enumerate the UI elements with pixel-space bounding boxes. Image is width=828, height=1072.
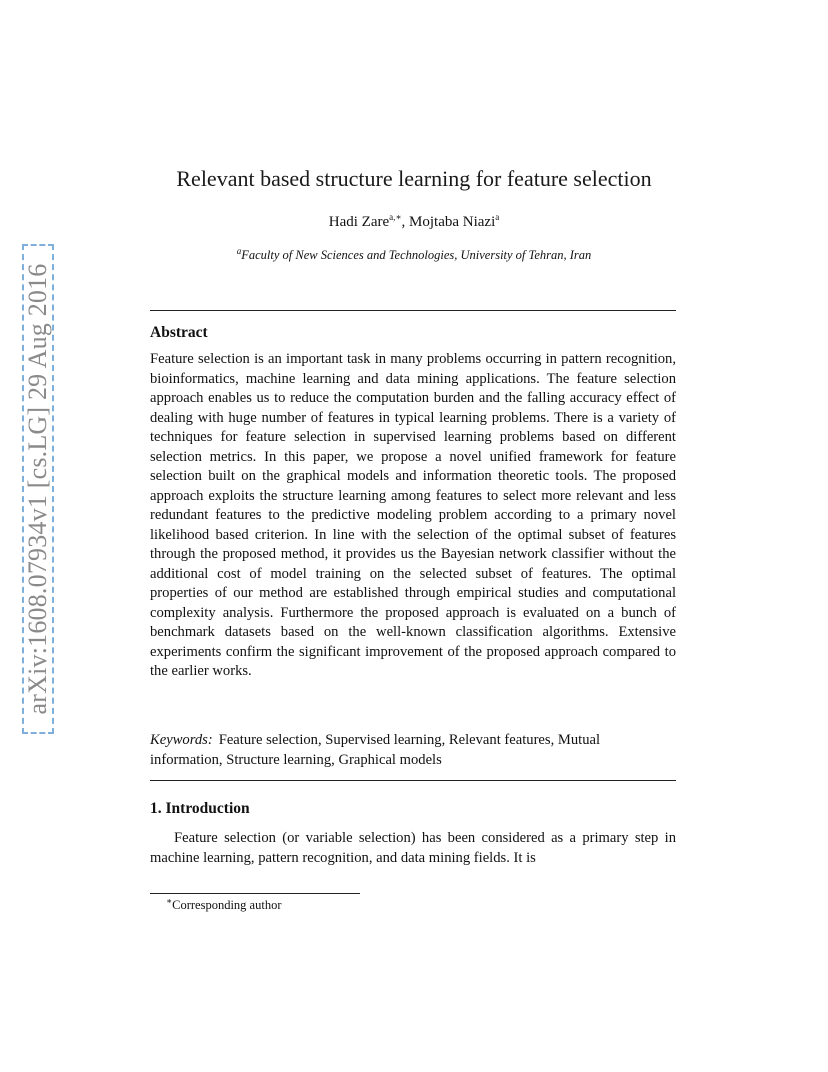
affiliation-text: Faculty of New Sciences and Technologies, University of Tehran, Iran [241,248,592,262]
arxiv-identifier: arXiv:1608.07934v1 [cs.LG] 29 Aug 2016 [23,263,52,715]
keywords [150,731,676,770]
author-marks: a,∗ [389,212,402,222]
footnote-text: Corresponding author [172,898,282,912]
introduction-body: Feature selection (or variable selection) has been considered as a primary step in machine learning, pattern recognition, and data mining fields. It is [150,830,676,866]
abstract-bottom-rule [150,780,676,781]
footnote-mark: ∗ [166,895,173,906]
paper-title: Relevant based structure learning for feature selection [176,166,652,191]
keywords-text: Feature selection, Supervised learning, Relevant features, Mutual information, Structure learning, Graphical models [150,732,601,768]
footnote-rule [150,893,360,894]
author-name: Hadi Zare [328,214,390,230]
footnote [166,895,282,913]
affiliation [0,245,828,263]
abstract-body: Feature selection is an important task in many problems occurring in pattern recognition, bioinformatics, machine learning and data mining applications. The feature selection approach enables us to reduce the computation burden and the falling accuracy effect of dealing with huge number of features in typical learning problems. There is a variety of techniques for feature selection in supervised learning problems based on different selection metrics. In this paper, we propose a novel unified framework for feature selection built on the graphical models and information theoretic tools. The proposed approach exploits the structure learning among features to select more relevant and less redundant features to the predictive modeling problem according to a primary novel likelihood based criterion. In line with the selection of the optimal subset of features through the proposed method, it provides us the Bayesian network classifier without the additional cost of model training on the selected subset of features. The optimal properties of our method are established through empirical studies and computational complexity analysis. Furthermore the proposed approach is evaluated on a bunch of benchmark datasets based on the well-known classification algorithms. Extensive experiments confirm the significant improvement of the proposed approach compared to the earlier works. [150,351,676,679]
affiliation-mark: a [236,245,242,256]
author-line [0,214,828,231]
section-heading-introduction: 1. Introduction [150,800,250,817]
abstract-top-rule [150,310,676,311]
author-separator: , [401,214,410,230]
abstract-heading: Abstract [150,324,208,341]
author-name: Mojtaba Niazi [409,214,496,230]
keywords-label: Keywords: [150,732,213,748]
author-marks: a [495,212,500,222]
